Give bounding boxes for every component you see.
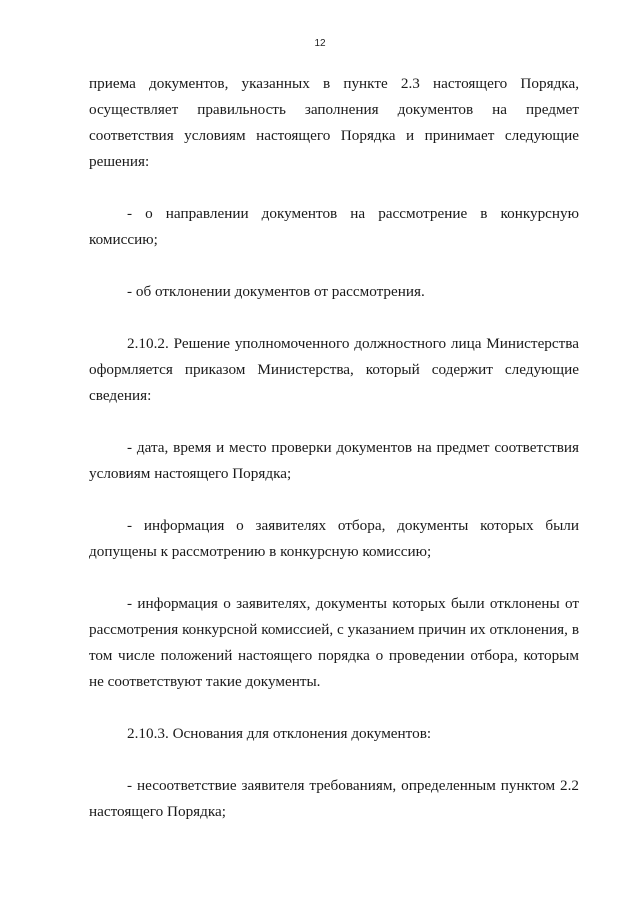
paragraph-8 [89,721,579,747]
paragraph-line: 2.10.3. Основания для отклонения документов: [127,725,432,742]
paragraph-line: решения: [89,153,150,170]
page-number: 12 [314,38,326,49]
paragraph-5 [89,435,579,487]
paragraph-line: - об отклонении документов от рассмотрения. [127,283,425,300]
paragraph-line: рассмотрения конкурсной комиссией, с указанием причин их отклонения, в [89,621,579,638]
paragraph-line: не соответствуют такие документы. [89,673,321,690]
paragraph-line: - дата, время и место проверки документов на предмет соответствия [127,439,579,456]
paragraph-line: - информация о заявителях отбора, документы которых были [127,517,579,534]
paragraph-line: приема документов, указанных в пункте 2.3 настоящего Порядка, [89,75,579,92]
paragraph-4 [89,331,579,409]
paragraph-line: настоящего Порядка; [89,803,226,820]
paragraph-3 [89,279,579,305]
paragraph-7 [89,591,579,695]
paragraph-line: 2.10.2. Решение уполномоченного должностного лица Министерства [127,335,579,352]
paragraph-9 [89,773,579,825]
paragraph-line: осуществляет правильность заполнения документов на предмет [89,101,579,118]
paragraph-line: сведения: [89,387,152,404]
paragraph-line: оформляется приказом Министерства, который содержит следующие [89,361,579,378]
paragraph-line: - информация о заявителях, документы которых были отклонены от [127,595,579,612]
paragraph-line: соответствия условиям настоящего Порядка и принимает следующие [89,127,579,144]
paragraph-6 [89,513,579,565]
paragraph-line: допущены к рассмотрению в конкурсную комиссию; [89,543,432,560]
paragraph-line: - о направлении документов на рассмотрение в конкурсную [127,205,579,222]
paragraph-2 [89,201,579,253]
paragraph-line: - несоответствие заявителя требованиям, определенным пунктом 2.2 [127,777,579,794]
paragraph-line: том числе положений настоящего порядка о проведении отбора, которым [89,647,579,664]
document-body [89,71,579,825]
paragraph-line: комиссию; [89,231,158,248]
paragraph-1 [89,71,579,175]
paragraph-line: условиям настоящего Порядка; [89,465,292,482]
